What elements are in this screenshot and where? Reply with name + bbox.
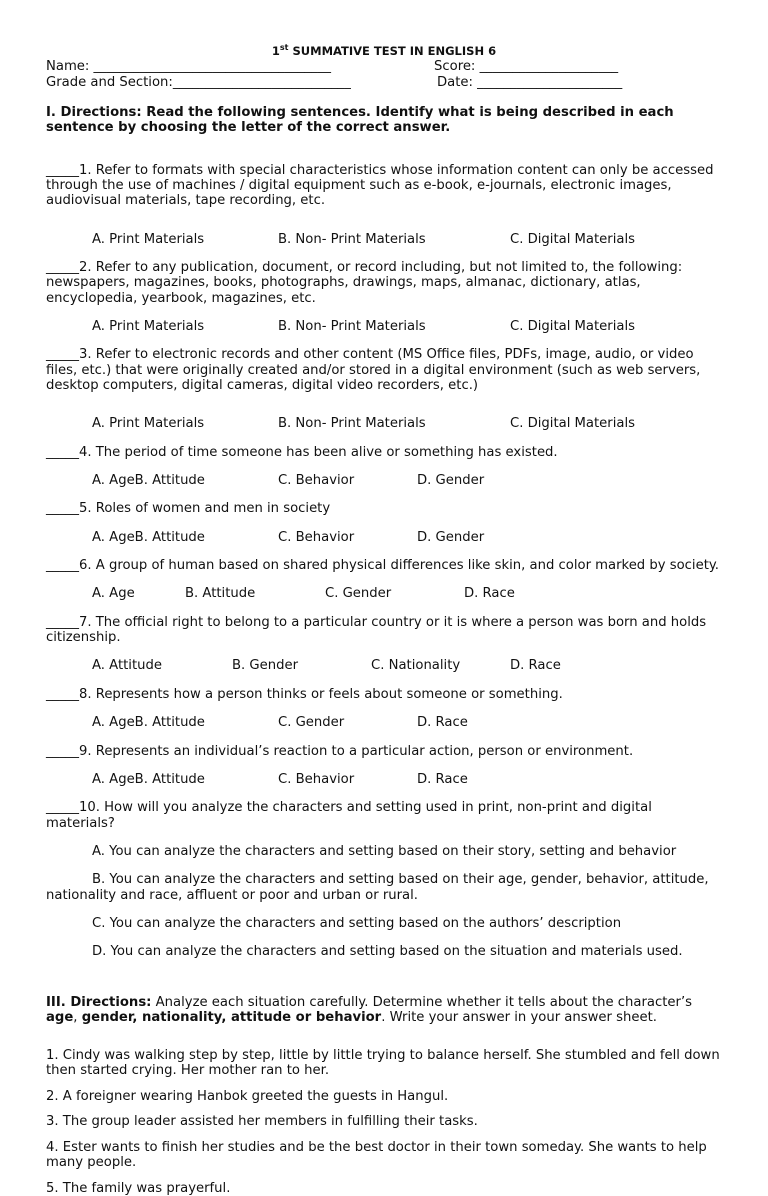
option-b: B. Gender: [232, 658, 299, 674]
situation-2: 2. A foreigner wearing Hanbok greeted the guests in Hangul.: [46, 1088, 449, 1104]
option-c: C. Behavior: [278, 771, 355, 787]
option-a-text: A. You can analyze the characters and setting based on their story, setting and behavior: [92, 843, 677, 859]
part3-text-2: . Write your answer in your answer sheet.: [381, 1010, 657, 1026]
header-row-1: [46, 59, 722, 75]
question-5: _____5. Roles of women and men in society: [46, 501, 331, 517]
question-8: _____8. Represents how a person thinks or feels about someone or something.: [46, 686, 563, 702]
option-d: D. Race: [510, 658, 561, 674]
part3-comma: ,: [73, 1010, 82, 1026]
option-a: A. Attitude: [92, 658, 162, 674]
option-c: C. Digital Materials: [510, 416, 635, 432]
question-4: _____4. The period of time someone has been alive or something has existed.: [46, 444, 558, 460]
option-a: A. Print Materials: [92, 231, 205, 247]
grade-section-field[interactable]: Grade and Section:___________________________: [46, 74, 351, 90]
question-9: _____9. Represents an individual’s reaction to a particular action, person or environment.: [46, 743, 634, 759]
question-4-options: [46, 473, 722, 488]
option-d: D. Gender: [417, 472, 485, 488]
question-2: _____2. Refer to any publication, document, or record including, but not limited to, the following: newspapers, magazines, books, photographs, drawings, maps, almanac, dictionary, atlas, encyclopedia, yearbook, magazines, etc.: [46, 260, 683, 306]
title-rest: SUMMATIVE TEST IN ENGLISH 6: [288, 43, 497, 58]
title-sup: st: [279, 43, 289, 52]
question-10-option-b: [46, 872, 722, 902]
option-d: D. Gender: [417, 529, 485, 545]
question-10-option-c: [46, 916, 722, 931]
option-b: B. Non- Print Materials: [278, 318, 426, 334]
option-d: D. Race: [417, 771, 468, 787]
question-6-options: [46, 586, 722, 601]
option-ab: A. AgeB. Attitude: [92, 472, 205, 488]
question-10-option-a: [46, 844, 722, 859]
option-c: C. Behavior: [278, 529, 355, 545]
question-3-options: [46, 416, 722, 431]
score-field[interactable]: Score: _____________________: [434, 58, 619, 74]
title-prefix: 1: [271, 43, 280, 58]
question-8-options: [46, 715, 722, 730]
option-c: C. Gender: [278, 715, 345, 731]
situation-4: 4. Ester wants to finish her studies and be the best doctor in their town someday. She wants to help many people.: [46, 1139, 707, 1171]
option-a: A. Print Materials: [92, 318, 205, 334]
question-1: _____1. Refer to formats with special characteristics whose information content can only be accessed through the use of machines / digital equipment such as e-book, e-journals, electronic images, audiovisual materials, tape recording, etc.: [46, 163, 714, 209]
question-5-options: [46, 530, 722, 545]
part3-text-1: Analyze each situation carefully. Determine whether it tells about the character’s: [151, 994, 693, 1010]
situation-3: 3. The group leader assisted her members in fulfilling their tasks.: [46, 1114, 478, 1130]
option-ab: A. AgeB. Attitude: [92, 771, 205, 787]
question-10-option-d: [46, 944, 722, 959]
part1-directions: I. Directions: Read the following sentences. Identify what is being described in each sentence by choosing the letter of the correct answer.: [46, 104, 674, 136]
option-c: C. Digital Materials: [510, 231, 635, 247]
question-7: _____7. The official right to belong to a particular country or it is where a person was born and holds citizenship.: [46, 614, 707, 646]
question-9-options: [46, 772, 722, 787]
option-a: A. Print Materials: [92, 416, 205, 432]
option-c: C. Nationality: [371, 658, 461, 674]
option-c: C. Digital Materials: [510, 318, 635, 334]
option-ab: A. AgeB. Attitude: [92, 715, 205, 731]
option-c-text: C. You can analyze the characters and setting based on the authors’ description: [92, 915, 622, 931]
question-10: _____10. How will you analyze the characters and setting used in print, non-print and digital materials?: [46, 800, 652, 831]
question-2-options: [46, 319, 722, 334]
part3-label: III. Directions:: [46, 994, 152, 1010]
option-c: C. Behavior: [278, 472, 355, 488]
option-b: B. Attitude: [185, 586, 256, 602]
option-b: B. Non- Print Materials: [278, 416, 426, 432]
question-7-options: [46, 658, 722, 673]
option-d: D. Race: [464, 586, 515, 602]
part3-directions: [46, 995, 722, 1026]
situation-5: 5. The family was prayerful.: [46, 1180, 231, 1196]
test-page: [46, 40, 722, 1196]
question-6: _____6. A group of human based on shared physical differences like skin, and color marked by society.: [46, 558, 719, 574]
question-3: _____3. Refer to electronic records and other content (MS Office files, PDFs, image, audio, or video files, etc.) that were originally created and/or stored in a digital environment (such as web servers, desktop computers, digital cameras, digital video recorders, etc.): [46, 347, 701, 393]
option-d: D. Race: [417, 715, 468, 731]
part3-bold-1: age: [46, 1010, 74, 1026]
situation-1: 1. Cindy was walking step by step, little by little trying to balance herself. She stumbled and fell down then started crying. Her mother ran to her.: [46, 1047, 720, 1079]
option-a: A. Age: [92, 586, 135, 602]
name-field[interactable]: Name: ____________________________________: [46, 58, 331, 74]
option-c: C. Gender: [325, 586, 392, 602]
option-d-text: D. You can analyze the characters and setting based on the situation and materials used.: [92, 944, 683, 960]
part3-bold-2: gender, nationality, attitude or behavior: [81, 1010, 382, 1026]
option-b-text: B. You can analyze the characters and setting based on their age, gender, behavior, attitude, nationality and race, affluent or poor and urban or rural.: [46, 872, 709, 903]
date-field[interactable]: Date: ______________________: [437, 74, 623, 90]
question-1-options: [46, 232, 722, 247]
option-ab: A. AgeB. Attitude: [92, 529, 205, 545]
header-row-2: [46, 75, 722, 91]
page-title: [46, 40, 722, 59]
option-b: B. Non- Print Materials: [278, 231, 426, 247]
